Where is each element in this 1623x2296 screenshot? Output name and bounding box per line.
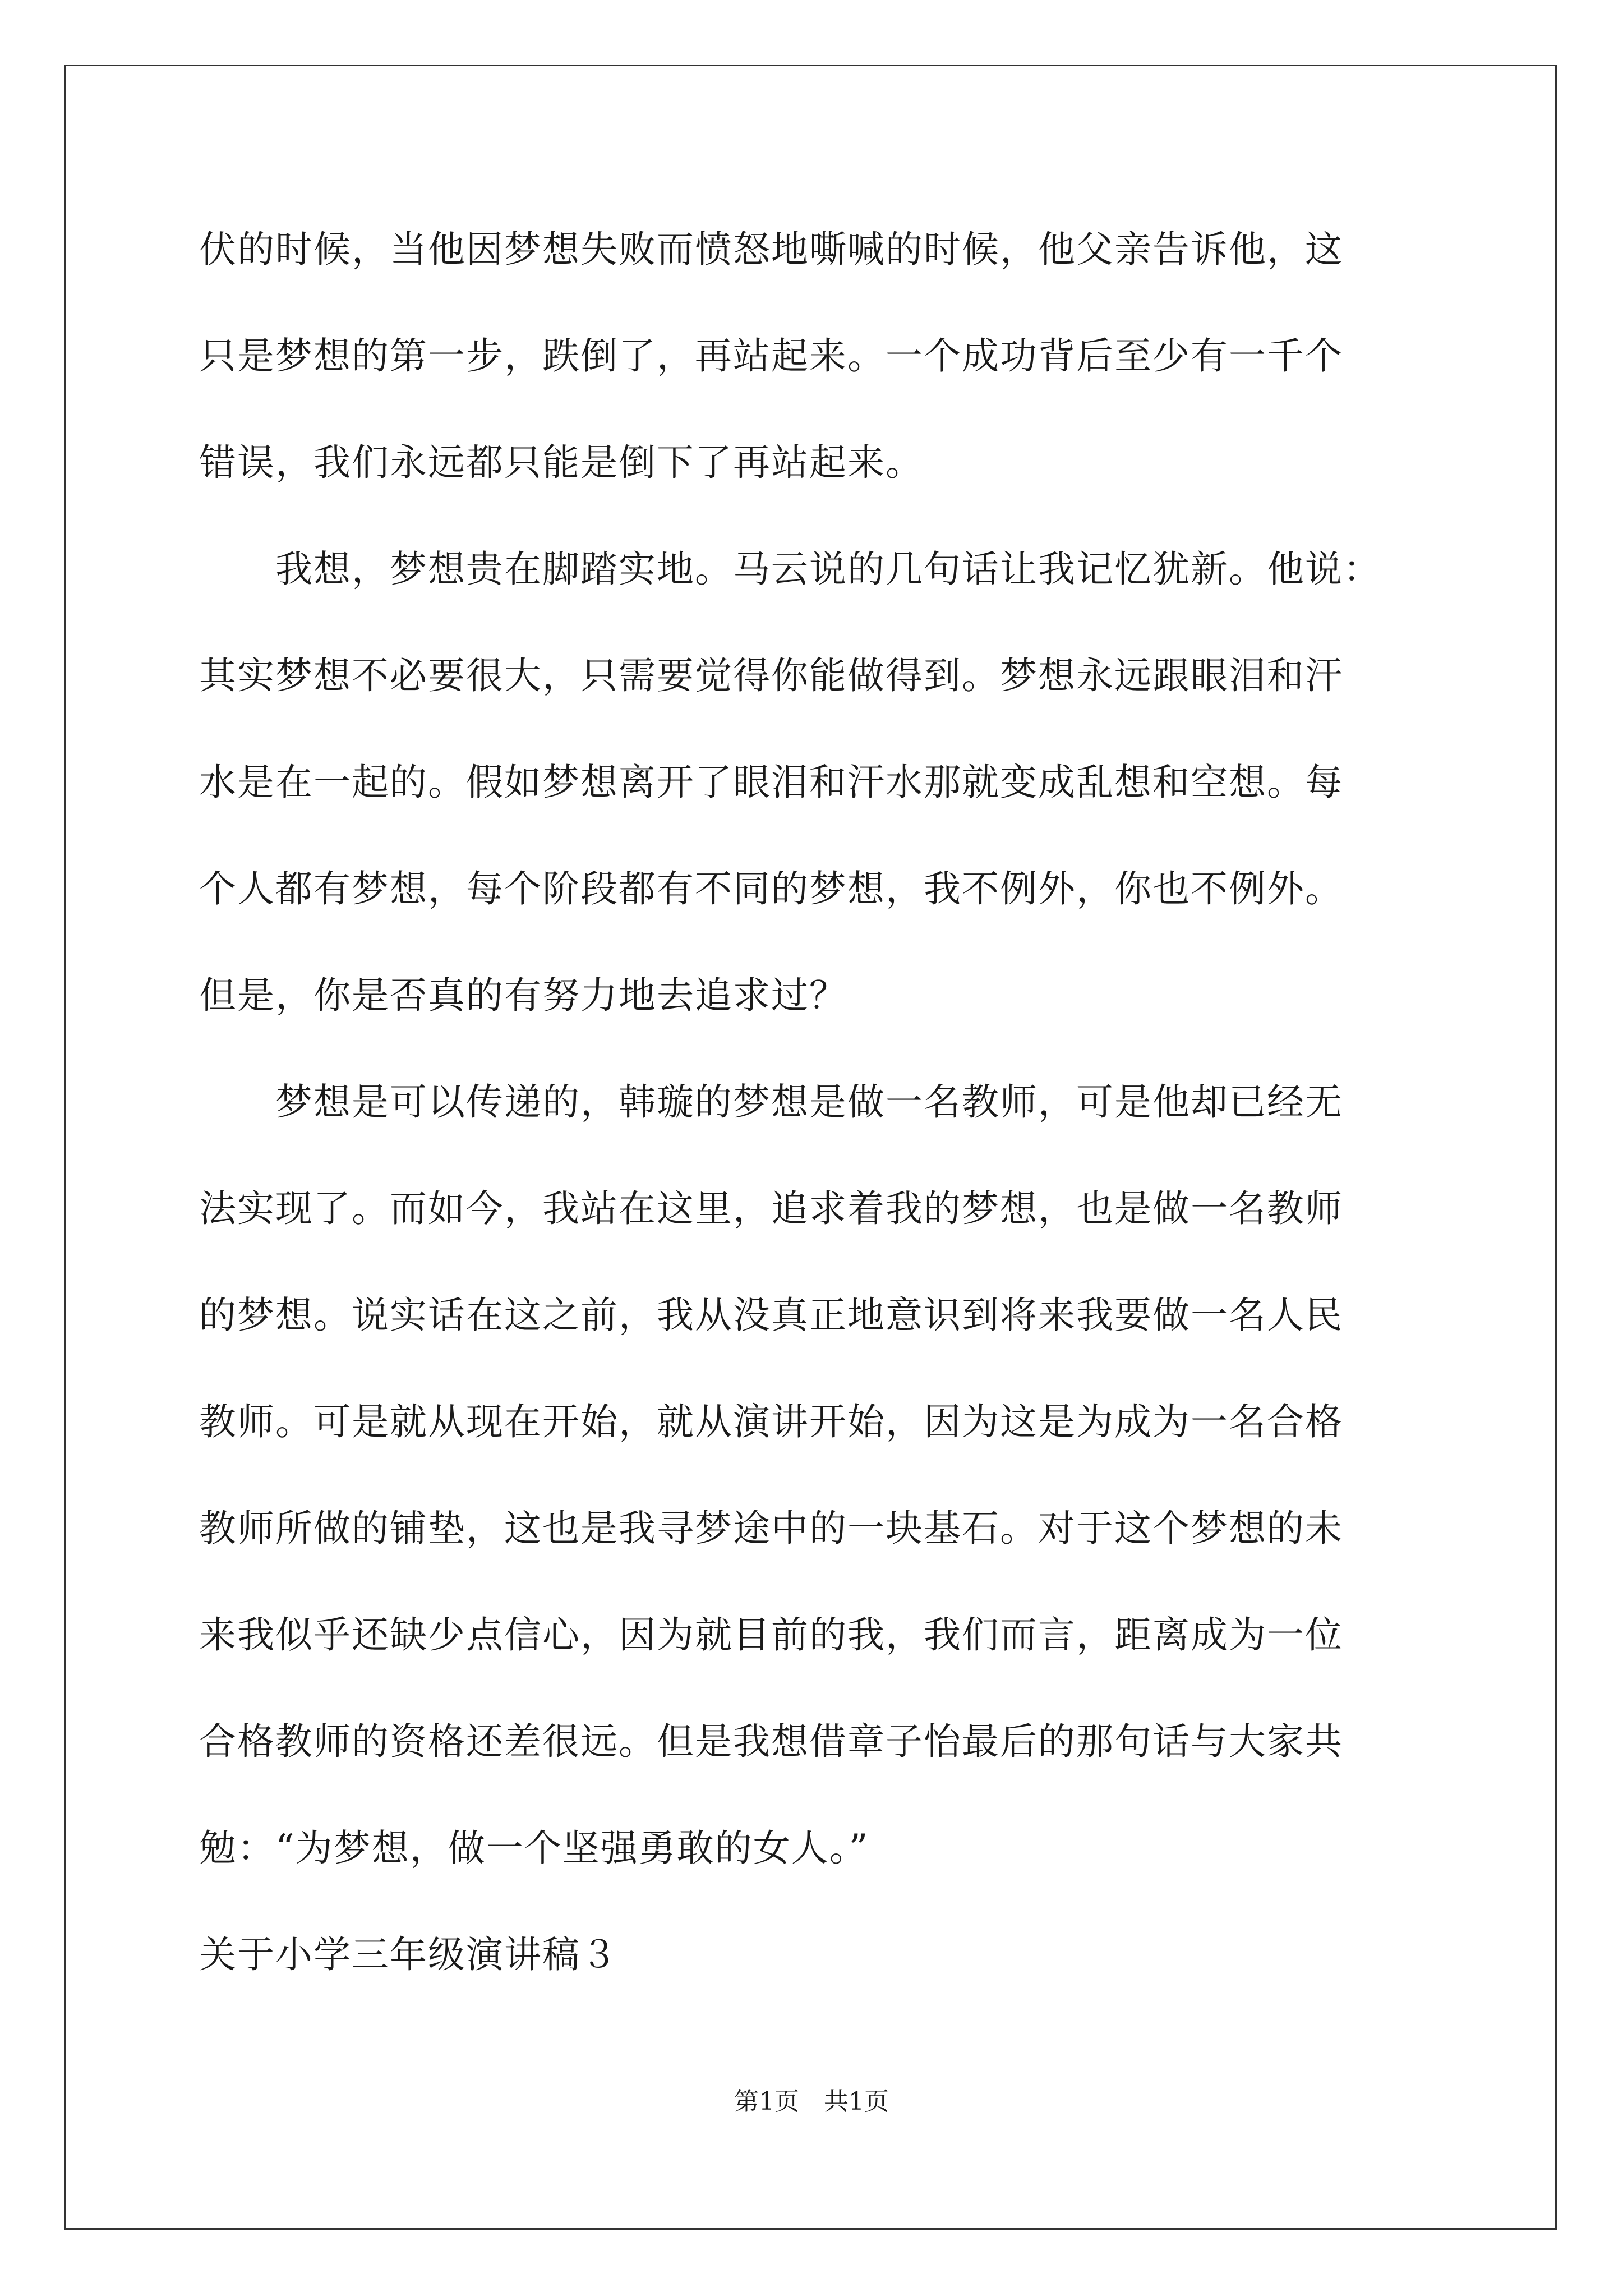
text-line: 教师。可是就从现在开始，就从演讲开始，因为这是为成为一名合格: [199, 1400, 1343, 1443]
text-line: 教师所做的铺垫，这也是我寻梦途中的一块基石。对于这个梦想的未: [199, 1507, 1343, 1550]
text-line: 勉：“为梦想，做一个坚强勇敢的女人。”: [199, 1826, 869, 1870]
text-line: 法实现了。而如今，我站在这里，追求着我的梦想，也是做一名教师: [199, 1187, 1343, 1230]
page-number-footer: 第1页 共1页: [734, 2087, 889, 2116]
text-line: 的梦想。说实话在这之前，我从没真正地意识到将来我要做一名人民: [199, 1294, 1343, 1337]
text-line: 错误，我们永远都只能是倒下了再站起来。: [199, 441, 924, 484]
text-line: 只是梦想的第一步，跌倒了，再站起来。一个成功背后至少有一千个: [199, 334, 1343, 378]
text-line: 水是在一起的。假如梦想离开了眼泪和汗水那就变成乱想和空想。每: [199, 761, 1343, 804]
text-line: 伏的时候，当他因梦想失败而愤怒地嘶喊的时候，他父亲告诉他，这: [199, 228, 1343, 271]
text-line: 其实梦想不必要很大，只需要觉得你能做得到。梦想永远跟眼泪和汗: [199, 654, 1343, 697]
section-heading: 关于小学三年级演讲稿３: [199, 1933, 619, 1976]
paragraph-start-line: 我想，梦想贵在脚踏实地。马云说的几句话让我记忆犹新。他说：: [199, 547, 1381, 591]
text-line: 合格教师的资格还差很远。但是我想借章子怡最后的那句话与大家共: [199, 1720, 1343, 1763]
paragraph-start-line: 梦想是可以传递的，韩璇的梦想是做一名教师，可是他却已经无: [199, 1080, 1343, 1124]
text-line: 来我似乎还缺少点信心，因为就目前的我，我们而言，距离成为一位: [199, 1613, 1343, 1657]
text-line: 但是，你是否真的有努力地去追求过？: [199, 974, 847, 1017]
text-line: 个人都有梦想，每个阶段都有不同的梦想，我不例外，你也不例外。: [199, 867, 1343, 910]
